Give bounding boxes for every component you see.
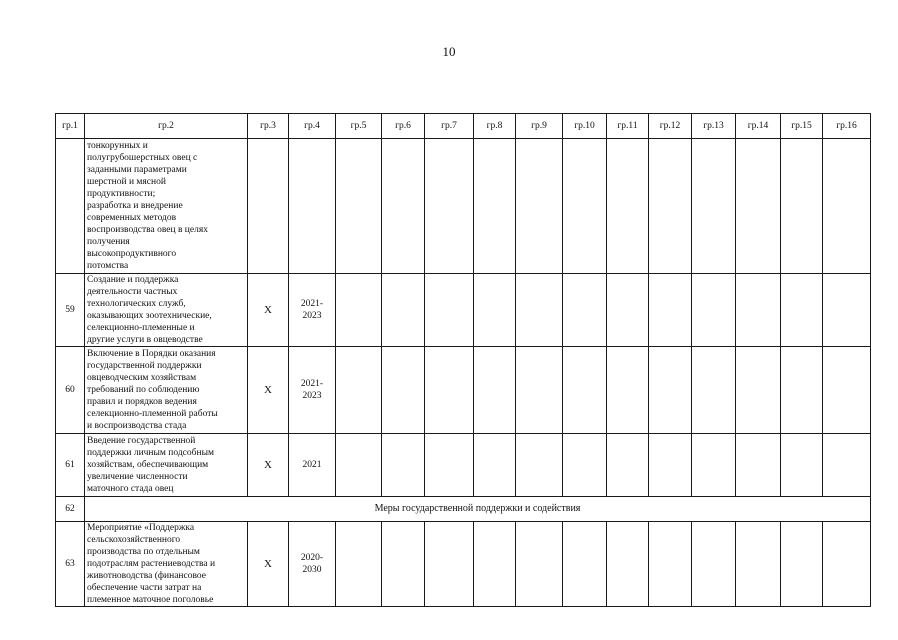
empty-cell [823, 274, 871, 347]
empty-cell [425, 347, 474, 434]
column-header: гр.4 [289, 114, 336, 139]
column-header: гр.6 [382, 114, 425, 139]
column-header: гр.2 [85, 114, 248, 139]
description-line: увеличение численности [87, 472, 188, 482]
empty-cell [336, 522, 382, 607]
table-row [56, 522, 871, 607]
description-line: тонкорунных и [87, 141, 148, 151]
column-header: гр.7 [425, 114, 474, 139]
description-line: высокопродуктивного [87, 249, 177, 259]
column-header: гр.10 [563, 114, 607, 139]
description-line: племенное маточное поголовье [87, 595, 214, 605]
measures-table [55, 113, 871, 607]
description-line: полугрубошерстных овец с [87, 153, 198, 163]
description-line: заданными параметрами [87, 165, 187, 175]
empty-cell [563, 347, 607, 434]
description-line: селекционно-племенные и [87, 323, 195, 333]
measure-description [85, 434, 248, 497]
empty-cell [382, 347, 425, 434]
empty-cell [563, 139, 607, 274]
column-header: гр.3 [248, 114, 289, 139]
column-header: гр.15 [781, 114, 823, 139]
empty-cell [781, 274, 823, 347]
empty-cell [607, 522, 649, 607]
empty-cell [425, 522, 474, 607]
empty-cell [823, 347, 871, 434]
table-row [56, 347, 871, 434]
empty-cell [781, 434, 823, 497]
column-header: гр.1 [56, 114, 85, 139]
implementation-years: 2021- 2023 [289, 347, 336, 434]
empty-cell [516, 434, 563, 497]
empty-cell [563, 522, 607, 607]
description-line: поддержки личным подсобным [87, 448, 214, 458]
empty-cell [382, 274, 425, 347]
empty-cell [607, 139, 649, 274]
table-body [56, 139, 871, 607]
description-line: требований по соблюдению [87, 385, 200, 395]
empty-cell [425, 434, 474, 497]
empty-cell [516, 347, 563, 434]
column-header: гр.12 [649, 114, 692, 139]
description-line: подотраслям растениеводства и [87, 559, 216, 569]
column-header: гр.14 [736, 114, 781, 139]
description-line: животноводства (финансовое [87, 571, 206, 581]
description-line: воспроизводства овец в целях [87, 225, 208, 235]
implementation-years: 2020- 2030 [289, 522, 336, 607]
empty-cell [781, 347, 823, 434]
table-row [56, 139, 871, 274]
empty-cell [649, 434, 692, 497]
empty-cell [692, 347, 736, 434]
empty-cell [516, 522, 563, 607]
description-line: получения [87, 237, 130, 247]
column-3-mark: Х [248, 347, 289, 434]
row-number: 60 [56, 347, 85, 434]
description-line: селекционно-племенной работы [87, 409, 218, 419]
row-number: 59 [56, 274, 85, 347]
empty-cell [823, 139, 871, 274]
section-title: Меры государственной поддержки и содействия [85, 497, 871, 522]
implementation-years: 2021- 2023 [289, 274, 336, 347]
empty-cell [781, 522, 823, 607]
empty-cell [336, 274, 382, 347]
empty-cell [823, 434, 871, 497]
empty-cell [692, 274, 736, 347]
description-line: шерстной и мясной [87, 177, 166, 187]
row-number: 63 [56, 522, 85, 607]
empty-cell [607, 347, 649, 434]
empty-cell [382, 434, 425, 497]
column-header: гр.9 [516, 114, 563, 139]
empty-cell [336, 434, 382, 497]
description-line: производства по отдельным [87, 547, 200, 557]
measure-description [85, 274, 248, 347]
empty-cell [474, 434, 516, 497]
empty-cell [607, 274, 649, 347]
column-header: гр.16 [823, 114, 871, 139]
empty-cell [382, 139, 425, 274]
column-3-mark: Х [248, 434, 289, 497]
empty-cell [781, 139, 823, 274]
page-number: 10 [442, 44, 456, 59]
description-line: маточного стада овец [87, 484, 174, 494]
empty-cell [649, 522, 692, 607]
empty-cell [516, 274, 563, 347]
measure-description [85, 347, 248, 434]
column-header: гр.8 [474, 114, 516, 139]
row-number [56, 139, 85, 274]
empty-cell [736, 522, 781, 607]
description-line: разработка и внедрение [87, 201, 183, 211]
empty-cell [736, 274, 781, 347]
empty-cell [736, 139, 781, 274]
empty-cell [474, 347, 516, 434]
empty-cell [474, 139, 516, 274]
empty-cell [607, 434, 649, 497]
description-line: Мероприятие «Поддержка [87, 523, 195, 533]
empty-cell [736, 434, 781, 497]
empty-cell [382, 522, 425, 607]
empty-cell [736, 347, 781, 434]
empty-cell [336, 347, 382, 434]
column-header: гр.11 [607, 114, 649, 139]
column-3-mark: Х [248, 274, 289, 347]
empty-cell [649, 139, 692, 274]
empty-cell [474, 522, 516, 607]
empty-cell [649, 274, 692, 347]
description-line: деятельности частных [87, 287, 178, 297]
row-number: 61 [56, 434, 85, 497]
implementation-years [289, 139, 336, 274]
empty-cell [692, 434, 736, 497]
empty-cell [563, 274, 607, 347]
description-line: продуктивности; [87, 189, 156, 199]
description-line: оказывающих зоотехнические, [87, 311, 212, 321]
empty-cell [692, 522, 736, 607]
description-line: Включение в Порядки оказания [87, 349, 216, 359]
empty-cell [516, 139, 563, 274]
empty-cell [425, 274, 474, 347]
row-number: 62 [56, 497, 85, 522]
description-line: Создание и поддержка [87, 275, 179, 285]
empty-cell [692, 139, 736, 274]
description-line: обеспечение части затрат на [87, 583, 202, 593]
header-row [56, 114, 871, 139]
column-header: гр.5 [336, 114, 382, 139]
description-line: и воспроизводства стада [87, 421, 187, 431]
column-3-mark: Х [248, 522, 289, 607]
empty-cell [474, 274, 516, 347]
measure-description [85, 522, 248, 607]
description-line: технологических служб, [87, 299, 186, 309]
table-row [56, 274, 871, 347]
description-line: правил и порядков ведения [87, 397, 197, 407]
empty-cell [823, 522, 871, 607]
table-row [56, 434, 871, 497]
implementation-years: 2021 [289, 434, 336, 497]
description-line: современных методов [87, 213, 177, 223]
empty-cell [649, 347, 692, 434]
column-3-mark [248, 139, 289, 274]
description-line: сельскохозяйственного [87, 535, 181, 545]
empty-cell [336, 139, 382, 274]
empty-cell [425, 139, 474, 274]
description-line: овцеводческим хозяйствам [87, 373, 197, 383]
empty-cell [563, 434, 607, 497]
section-row [56, 497, 871, 522]
description-line: хозяйствам, обеспечивающим [87, 460, 209, 470]
measure-description [85, 139, 248, 274]
description-line: потомства [87, 261, 129, 271]
description-line: государственной поддержки [87, 361, 202, 371]
column-header: гр.13 [692, 114, 736, 139]
description-line: другие услуги в овцеводстве [87, 335, 203, 345]
description-line: Введение государственной [87, 436, 196, 446]
